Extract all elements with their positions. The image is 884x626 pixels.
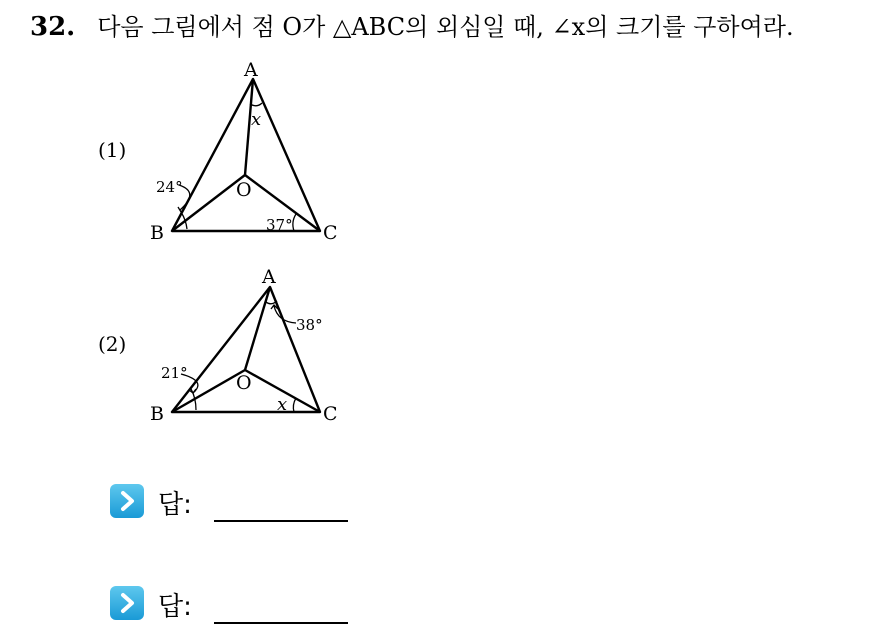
answer-row-1: [110, 482, 370, 522]
answer-row-2: [110, 584, 370, 624]
vertex-o-label-1: O: [236, 179, 252, 201]
vertex-b-label-1: B: [150, 222, 164, 244]
vertex-c-label-1: C: [323, 222, 338, 244]
question-number: 32.: [30, 12, 76, 42]
angle-38-label-2: 38°: [296, 316, 323, 334]
angle-x-label-1: x: [251, 109, 262, 130]
figure-1-label: (1): [98, 138, 127, 162]
angle-21-label-2: 21°: [161, 364, 188, 382]
vertex-a-label-2: A: [262, 266, 276, 288]
answer-label: 답:: [158, 592, 192, 622]
chevron-right-icon: [110, 484, 144, 518]
vertex-c-label-2: C: [323, 403, 338, 425]
chevron-right-icon: [110, 586, 144, 620]
answer-label: 답:: [158, 490, 192, 520]
question-prompt: 다음 그림에서 점 O가 △ABC의 외심일 때, ∠x의 크기를 구하여라.: [97, 13, 794, 41]
angle-24-label-1: 24°: [156, 178, 183, 196]
angle-x-label-2: x: [277, 394, 288, 415]
answer-blank-line[interactable]: [214, 622, 348, 624]
angle-x-arc-2: [293, 398, 296, 412]
vertex-o-label-2: O: [236, 372, 252, 394]
segment-ao-2: [245, 287, 270, 370]
angle-37-label-1: 37°: [266, 216, 293, 234]
figure-2-label: (2): [98, 332, 127, 356]
answer-blank-line[interactable]: [214, 520, 348, 522]
vertex-a-label-1: A: [244, 59, 258, 81]
vertex-b-label-2: B: [150, 403, 164, 425]
